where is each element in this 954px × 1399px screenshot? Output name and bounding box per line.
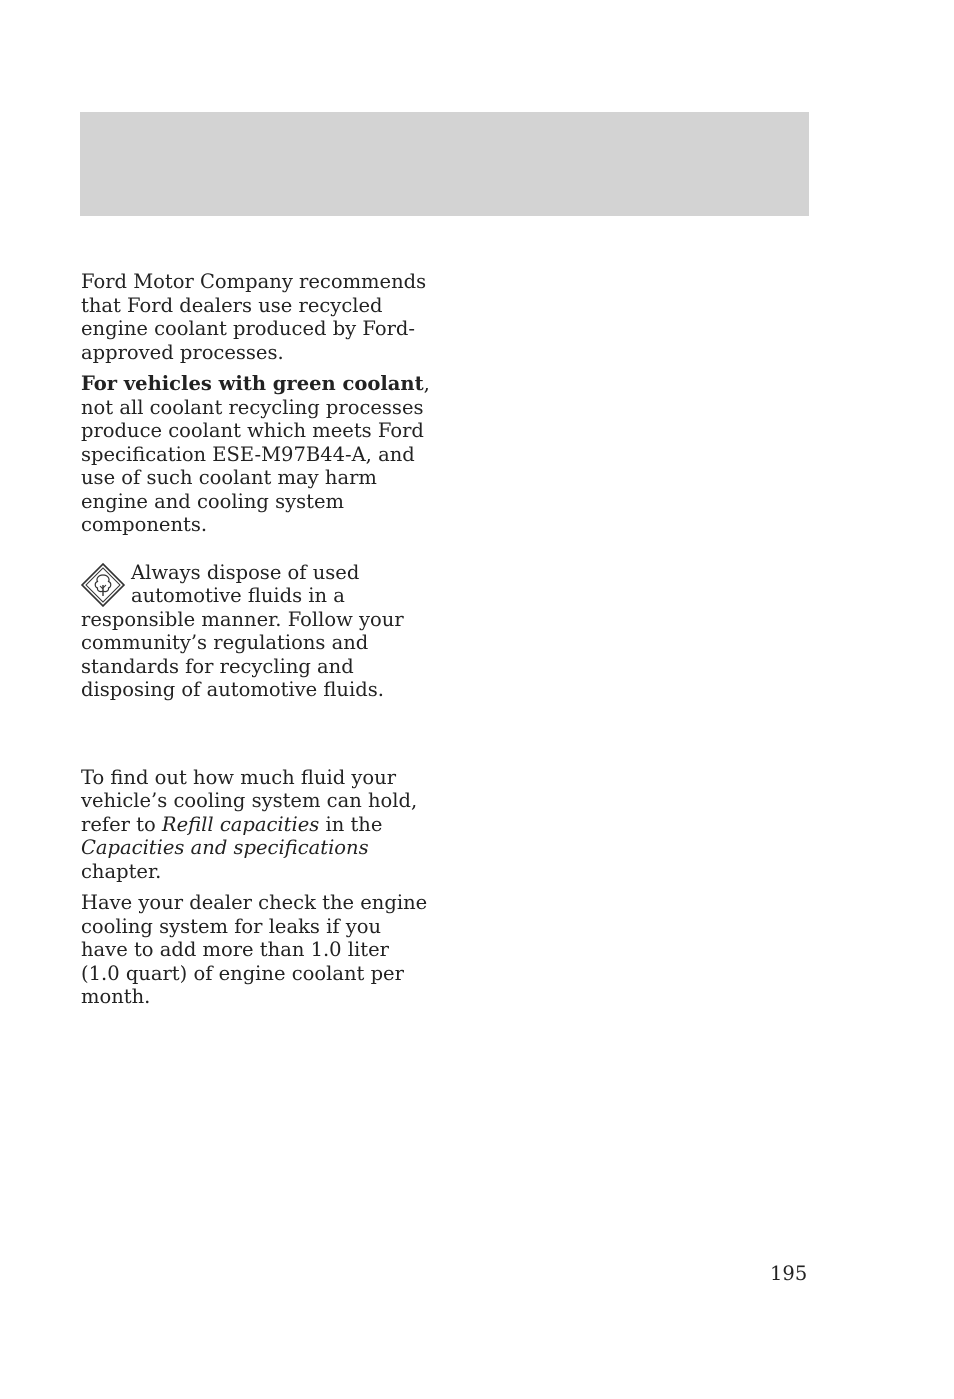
dispose-fluids-text: Always dispose of used automotive fluids in a responsible manner. Follow your community’s regulations and standards for recycling and disposing of automotive fluids. — [81, 560, 404, 701]
paragraph-green-coolant — [81, 372, 431, 537]
paragraph-check-leaks: Have your dealer check the engine cooling system for leaks if you have to add more than 1.0 liter (1.0 quart) of engine coolant per month. — [81, 891, 428, 1008]
paragraph-recycled-coolant: Ford Motor Company recommends that Ford dealers use recycled engine coolant produced by Ford-approved processes. — [81, 270, 427, 364]
page-number: 195 — [770, 1262, 808, 1285]
text-column — [81, 270, 431, 1017]
paragraph-dispose-fluids — [81, 561, 431, 702]
section-gap — [81, 710, 431, 766]
refill-capacities-reference: Refill capacities — [161, 812, 320, 836]
green-coolant-heading: For vehicles with green coolant — [81, 372, 424, 395]
capacity-text-a: To find out how much fluid your vehicle’s cooling system can hold, refer to — [81, 765, 418, 836]
capacity-text-c: chapter. — [81, 859, 162, 883]
paragraph-fluid-capacity — [81, 766, 431, 884]
recycle-tree-icon — [81, 563, 125, 607]
capacity-text-b: in the — [319, 812, 383, 836]
header-band — [80, 112, 809, 216]
green-coolant-text: , not all coolant recycling processes produce coolant which meets Ford specification ESE-M97B44-A, and use of such coolant may harm engine and cooling system components. — [81, 372, 430, 536]
capacities-specifications-reference: Capacities and specifications — [81, 836, 369, 859]
